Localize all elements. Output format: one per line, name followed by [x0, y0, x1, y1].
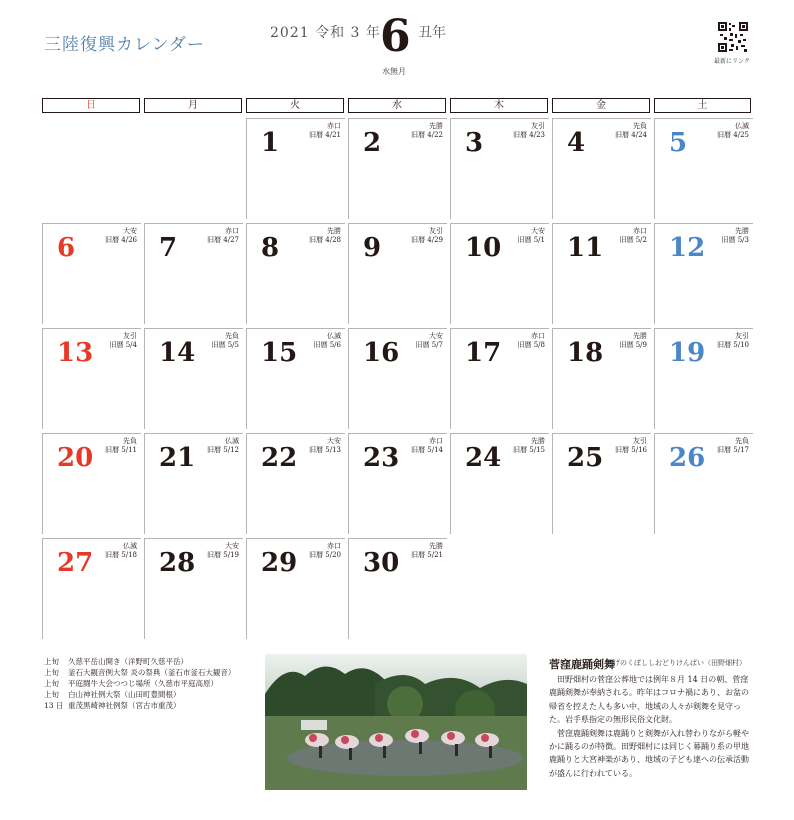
- weekday-header: 木: [450, 98, 548, 113]
- weekday-header: 日: [42, 98, 140, 113]
- day-number: 10: [465, 233, 502, 263]
- lunar-date-label: 旧暦 5/5: [211, 341, 239, 349]
- day-cell[interactable]: [552, 433, 651, 534]
- event-item: [44, 689, 235, 700]
- rokuyo-label: 先勝: [735, 227, 749, 235]
- rokuyo-label: 赤口: [225, 227, 239, 235]
- lunar-date-label: 旧暦 5/18: [105, 551, 137, 559]
- day-number: 12: [669, 233, 706, 263]
- lunar-date-label: 旧暦 4/28: [309, 236, 341, 244]
- lunar-date-label: 旧暦 4/21: [309, 131, 341, 139]
- day-cell[interactable]: [246, 538, 345, 639]
- rokuyo-label: 先負: [225, 332, 239, 340]
- event-item: [44, 678, 235, 689]
- rokuyo-label: 友引: [531, 122, 545, 130]
- day-cell[interactable]: [348, 433, 447, 534]
- lunar-date-label: 旧暦 5/19: [207, 551, 239, 559]
- lunar-date-label: 旧暦 4/26: [105, 236, 137, 244]
- eto-label: 丑年: [418, 25, 446, 41]
- day-number: 20: [57, 443, 94, 473]
- lunar-date-label: 旧暦 5/16: [615, 446, 647, 454]
- rokuyo-label: 赤口: [633, 227, 647, 235]
- rokuyo-label: 先勝: [531, 437, 545, 445]
- rokuyo-label: 赤口: [327, 542, 341, 550]
- event-when: 上旬: [44, 657, 59, 666]
- day-cell[interactable]: [144, 433, 243, 534]
- rokuyo-label: 赤口: [531, 332, 545, 340]
- event-item: [44, 656, 235, 667]
- day-cell[interactable]: [348, 328, 447, 429]
- day-cell[interactable]: [144, 538, 243, 639]
- rokuyo-label: 先勝: [429, 542, 443, 550]
- event-text: 久慈平岳山開き（洋野町久慈平岳）: [68, 657, 188, 666]
- day-number: 27: [57, 548, 94, 578]
- rokuyo-label: 友引: [735, 332, 749, 340]
- rokuyo-label: 先負: [633, 122, 647, 130]
- event-when: 13 日: [44, 701, 64, 710]
- weekday-header: 月: [144, 98, 242, 113]
- day-number: 5: [669, 128, 688, 158]
- event-when: 上旬: [44, 668, 59, 677]
- day-cell[interactable]: [144, 223, 243, 324]
- day-cell[interactable]: [552, 223, 651, 324]
- day-cell[interactable]: [246, 223, 345, 324]
- rokuyo-label: 大安: [429, 332, 443, 340]
- lunar-date-label: 旧暦 5/21: [411, 551, 443, 559]
- rokuyo-label: 先負: [123, 437, 137, 445]
- day-cell[interactable]: [42, 433, 141, 534]
- wafu-month-name: 水無月: [382, 67, 406, 76]
- day-number: 4: [567, 128, 586, 158]
- lunar-date-label: 旧暦 5/9: [619, 341, 647, 349]
- calendar-title: 三陸復興カレンダー: [44, 35, 205, 55]
- qr-code[interactable]: [718, 22, 748, 52]
- day-cell[interactable]: [246, 118, 345, 219]
- day-cell[interactable]: [450, 118, 549, 219]
- day-number: 6: [57, 233, 76, 263]
- day-number: 7: [159, 233, 178, 263]
- day-cell[interactable]: [246, 328, 345, 429]
- day-cell[interactable]: [348, 223, 447, 324]
- day-cell[interactable]: [246, 433, 345, 534]
- lunar-date-label: 旧暦 4/24: [615, 131, 647, 139]
- qr-label: 最新にリンク: [714, 58, 750, 65]
- lunar-date-label: 旧暦 5/12: [207, 446, 239, 454]
- rokuyo-label: 大安: [123, 227, 137, 235]
- lunar-date-label: 旧暦 4/23: [513, 131, 545, 139]
- event-when: 上旬: [44, 690, 59, 699]
- event-list: [44, 656, 235, 711]
- lunar-date-label: 旧暦 5/4: [109, 341, 137, 349]
- day-cell[interactable]: [144, 328, 243, 429]
- day-number: 14: [159, 338, 196, 368]
- day-cell[interactable]: [654, 328, 753, 429]
- lunar-date-label: 旧暦 5/13: [309, 446, 341, 454]
- lunar-date-label: 旧暦 5/15: [513, 446, 545, 454]
- lunar-date-label: 旧暦 5/17: [717, 446, 749, 454]
- day-cell[interactable]: [42, 328, 141, 429]
- lunar-date-label: 旧暦 5/3: [721, 236, 749, 244]
- day-number: 26: [669, 443, 706, 473]
- day-number: 19: [669, 338, 706, 368]
- rokuyo-label: 仏滅: [735, 122, 749, 130]
- day-cell[interactable]: [654, 118, 753, 219]
- day-number: 24: [465, 443, 502, 473]
- lunar-date-label: 旧暦 5/14: [411, 446, 443, 454]
- day-number: 17: [465, 338, 502, 368]
- event-text: 平庭闘牛大会つつじ場所（久慈市平庭高原）: [68, 679, 218, 688]
- day-cell[interactable]: [42, 538, 141, 639]
- day-number: 30: [363, 548, 400, 578]
- festival-photo: [265, 654, 527, 790]
- day-number: 13: [57, 338, 94, 368]
- feature-paragraph: 菅窪鹿踊剣舞は鹿踊りと剣舞が入れ替わりながら軽やかに踊るのが特徴。田野畑村には同じく幕踊り系の甲地鹿踊りと大宮神楽があり、地域の子ども達への伝承活動が盛んに行われている。: [549, 728, 749, 778]
- rokuyo-label: 大安: [531, 227, 545, 235]
- weekday-header: 金: [552, 98, 650, 113]
- day-cell[interactable]: [348, 538, 447, 639]
- day-number: 2: [363, 128, 382, 158]
- event-when: 上旬: [44, 679, 59, 688]
- lunar-date-label: 旧暦 5/20: [309, 551, 341, 559]
- lunar-date-label: 旧暦 5/11: [105, 446, 137, 454]
- event-text: 釜石大観音例大祭 炎の祭典（釜石市釜石大観音）: [68, 668, 236, 677]
- lunar-date-label: 旧暦 5/1: [517, 236, 545, 244]
- lunar-date-label: 旧暦 5/8: [517, 341, 545, 349]
- rokuyo-label: 友引: [633, 437, 647, 445]
- day-number: 21: [159, 443, 196, 473]
- rokuyo-label: 仏滅: [225, 437, 239, 445]
- day-number: 8: [261, 233, 280, 263]
- weekday-header: 水: [348, 98, 446, 113]
- event-text: 重茂黒崎神社例祭（宮古市重茂）: [68, 701, 181, 710]
- day-number: 18: [567, 338, 604, 368]
- day-cell[interactable]: [450, 223, 549, 324]
- rokuyo-label: 赤口: [429, 437, 443, 445]
- weekday-header: 火: [246, 98, 344, 113]
- day-cell[interactable]: [552, 118, 651, 219]
- rokuyo-label: 先勝: [633, 332, 647, 340]
- day-number: 28: [159, 548, 196, 578]
- rokuyo-label: 友引: [123, 332, 137, 340]
- lunar-date-label: 旧暦 5/10: [717, 341, 749, 349]
- day-number: 29: [261, 548, 298, 578]
- day-cell[interactable]: [42, 223, 141, 324]
- day-number: 23: [363, 443, 400, 473]
- feature-subtitle: すげのくぼししおどりけんばい（田野畑村）: [606, 659, 746, 667]
- lunar-date-label: 旧暦 4/27: [207, 236, 239, 244]
- event-item: [44, 700, 235, 711]
- day-cell[interactable]: [348, 118, 447, 219]
- day-cell[interactable]: [654, 223, 753, 324]
- lunar-date-label: 旧暦 4/29: [411, 236, 443, 244]
- rokuyo-label: 友引: [429, 227, 443, 235]
- day-number: 16: [363, 338, 400, 368]
- month-number: 6: [380, 11, 411, 62]
- day-cell[interactable]: [450, 328, 549, 429]
- rokuyo-label: 先勝: [429, 122, 443, 130]
- rokuyo-label: 仏滅: [327, 332, 341, 340]
- day-number: 11: [567, 233, 604, 263]
- day-number: 25: [567, 443, 604, 473]
- rokuyo-label: 先勝: [327, 227, 341, 235]
- day-cell[interactable]: [654, 433, 753, 534]
- day-number: 1: [261, 128, 280, 158]
- feature-paragraph: 田野畑村の菅窪公葬地では例年８月 14 日の朝、菅窪鹿踊剣舞が奉納される。昨年はコロナ禍にあり、お盆の帰省を控えた人も多い中、地域の人々が剣舞を見守った。岩手県指定の無形民俗文化財。: [549, 675, 749, 725]
- day-number: 15: [261, 338, 298, 368]
- day-cell[interactable]: [450, 433, 549, 534]
- feature-title: 菅窪鹿踊剣舞: [549, 658, 615, 671]
- rokuyo-label: 赤口: [327, 122, 341, 130]
- feature-body: [549, 673, 755, 780]
- event-item: [44, 667, 235, 678]
- rokuyo-label: 大安: [327, 437, 341, 445]
- day-number: 3: [465, 128, 484, 158]
- lunar-date-label: 旧暦 5/2: [619, 236, 647, 244]
- lunar-date-label: 旧暦 5/6: [313, 341, 341, 349]
- lunar-date-label: 旧暦 4/22: [411, 131, 443, 139]
- lunar-date-label: 旧暦 4/25: [717, 131, 749, 139]
- rokuyo-label: 仏滅: [123, 542, 137, 550]
- weekday-header: 土: [654, 98, 751, 113]
- day-number: 9: [363, 233, 382, 263]
- year-label: 2021 令和 3 年: [270, 25, 381, 41]
- rokuyo-label: 大安: [225, 542, 239, 550]
- lunar-date-label: 旧暦 5/7: [415, 341, 443, 349]
- day-number: 22: [261, 443, 298, 473]
- rokuyo-label: 先負: [735, 437, 749, 445]
- event-text: 白山神社例大祭（山田町豊間根）: [68, 690, 181, 699]
- day-cell[interactable]: [552, 328, 651, 429]
